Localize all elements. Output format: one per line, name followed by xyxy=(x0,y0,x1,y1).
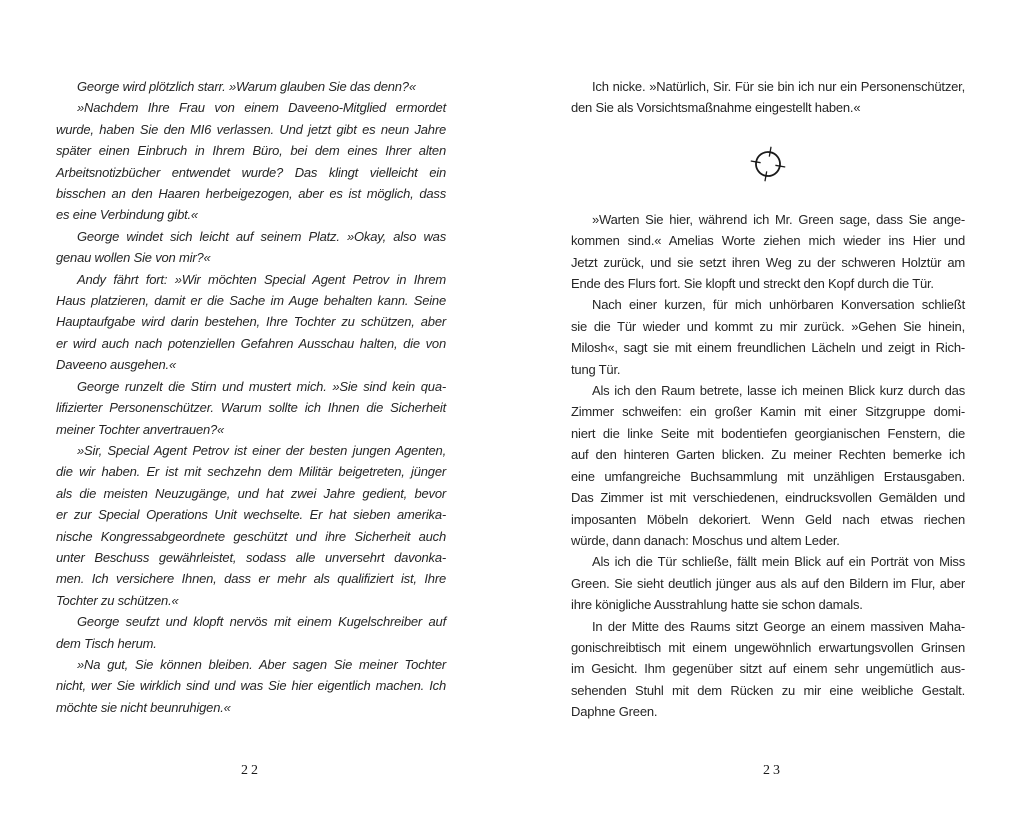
scene-break-ornament xyxy=(571,119,965,209)
text-line: Green. Sie sieht deutlich jünger aus als auf den Bildern im Flur, aber xyxy=(571,575,965,591)
text-line: niert die linke Seite mit bodentiefen georgianischen Fenstern, die xyxy=(571,425,965,441)
text-line: George seufzt und klopft nervös mit einem Kugelschreiber auf xyxy=(77,614,446,630)
paragraph xyxy=(56,440,446,611)
text-line: nicht, wer Sie wirklich sind und was Sie hier eigentlich machen. Ich xyxy=(56,678,446,694)
text-line: bisschen an den Haaren herbeigezogen, aber es ist möglich, dass xyxy=(56,186,446,202)
text-line: Nach einer kurzen, für mich unhörbaren Konversation schließt xyxy=(592,297,965,313)
text-line: George runzelt die Stirn und mustert mich. »Sie sind kein qua- xyxy=(77,378,446,394)
page-left xyxy=(56,76,446,718)
text-line: tung Tür. xyxy=(571,361,621,377)
text-line: würde, dann danach: Moschus und altem Leder. xyxy=(571,532,840,548)
text-line: Andy fährt fort: »Wir möchten Special Agent Petrov in Ihrem xyxy=(77,271,446,287)
text-line: meiner Tochter anvertrauen?« xyxy=(56,421,225,437)
text-line: Haus platzieren, damit er die Sache im Auge behalten kann. Seine xyxy=(56,293,446,309)
text-line: wurde, haben Sie den MI6 verlassen. Und jetzt gibt es neun Jahre xyxy=(56,121,446,137)
paragraph xyxy=(56,611,446,654)
text-line: er wird auch nach potenziellen Gefahren Ausschau halten, die von xyxy=(56,335,446,351)
text-line: George windet sich leicht auf seinem Platz. »Okay, also was xyxy=(77,228,446,244)
text-line: er zur Special Operations Unit wechselte. Er hat sieben amerika- xyxy=(56,507,446,523)
text-line: Tochter zu schützen.« xyxy=(56,592,179,608)
text-line: George wird plötzlich starr. »Warum glauben Sie das denn?« xyxy=(77,79,416,94)
scope-reticle-icon xyxy=(747,143,789,185)
paragraph xyxy=(56,269,446,376)
text-line: Hauptaufgabe wird darin bestehen, Ihre Tochter zu schützen, aber xyxy=(56,314,446,330)
text-line: den Sie als Vorsichtsmaßnahme eingestellt haben.« xyxy=(571,100,861,116)
paragraph xyxy=(571,616,965,723)
text-line: Daphne Green. xyxy=(571,704,658,720)
paragraph xyxy=(56,226,446,269)
text-line: sie die Tür wieder und kommt zu mir zurück. »Gehen Sie hinein, xyxy=(571,318,965,334)
text-line: im Gesicht. Ihm gegenüber sitzt auf einem sehr ungemütlich aus- xyxy=(571,661,965,677)
page-right xyxy=(571,76,965,723)
text-line: eine umfangreiche Buchsammlung mit unzähligen Erstausgaben. xyxy=(571,468,965,484)
text-line: nische Kongressabgeordnete geschützt und ihre Sicherheit auch xyxy=(56,528,446,544)
paragraph xyxy=(56,76,446,97)
text-line: unter Beschuss gewährleistet, sodass alle unversehrt davonka- xyxy=(56,549,446,565)
paragraph xyxy=(56,376,446,440)
text-line: als die meisten Neuzugänge, und hat zwei Jahre gedient, bevor xyxy=(56,485,446,501)
paragraph xyxy=(56,654,446,718)
text-line: imposanten Möbeln dekoriert. Wenn Geld nach etwas riechen xyxy=(571,511,965,527)
text-line: kommen sind.« Amelias Worte ziehen mich wieder ins Hier und xyxy=(571,233,965,249)
text-line: sehenden Stuhl mit dem Rücken zu mir eine weibliche Gestalt. xyxy=(571,682,965,698)
text-line: Ich nicke. »Natürlich, Sir. Für sie bin ich nur ein Personenschützer, xyxy=(592,79,965,94)
text-line: »Na gut, Sie können bleiben. Aber sagen Sie meiner Tochter xyxy=(77,656,446,672)
text-line: »Sir, Special Agent Petrov ist einer der besten jungen Agenten, xyxy=(77,442,446,458)
text-line: Als ich die Tür schließe, fällt mein Blick auf ein Porträt von Miss xyxy=(592,554,965,570)
text-line: In der Mitte des Raums sitzt George an einem massiven Maha- xyxy=(592,618,965,634)
text-line: Ende des Flurs fort. Sie klopft und streckt den Kopf durch die Tür. xyxy=(571,276,934,292)
page-number-left: 22 xyxy=(241,763,261,778)
text-line: dem Tisch herum. xyxy=(56,635,157,651)
paragraph xyxy=(56,97,446,225)
text-line: »Warten Sie hier, während ich Mr. Green sage, dass Sie ange- xyxy=(592,211,965,227)
page-number-right: 23 xyxy=(763,763,783,778)
text-line: Jetzt zurück, und sie setzt ihren Weg zu der schweren Holztür am xyxy=(571,254,965,270)
paragraph xyxy=(571,209,965,295)
paragraph xyxy=(571,76,965,119)
text-line: später einen Einbruch in Ihrem Büro, bei dem eines Ihrer alten xyxy=(56,143,446,159)
text-line: Arbeitsnotizbücher entwendet wurde? Das klingt vielleicht ein xyxy=(56,164,446,180)
paragraph xyxy=(571,380,965,551)
text-line: die wir haben. Er ist mit sechzehn dem Militär beigetreten, jünger xyxy=(56,464,446,480)
text-line: auf den hinteren Garten blicken. Zu meiner Rechten bemerke ich xyxy=(571,447,965,463)
text-line: »Nachdem Ihre Frau von einem Daveeno-Mitglied ermordet xyxy=(77,100,446,116)
text-line: Als ich den Raum betrete, lasse ich meinen Blick kurz durch das xyxy=(592,383,965,399)
text-line: gonischreibtisch mit einem ungewöhnlich erwartungsvollen Grinsen xyxy=(571,639,965,655)
text-line: genau wollen Sie von mir?« xyxy=(56,250,211,266)
text-line: lifizierter Personenschützer. Warum sollte ich Ihnen die Sicherheit xyxy=(56,400,446,416)
paragraph xyxy=(571,551,965,615)
text-line: Zimmer schweifen: ein großer Kamin mit einer Sitzgruppe domi- xyxy=(571,404,965,420)
text-line: Milosh«, sagt sie mit einem freundlichen Lächeln und zeigt in Rich- xyxy=(571,340,965,356)
text-line: Das Zimmer ist mit verschiedenen, eindrucksvollen Gemälden und xyxy=(571,490,965,506)
text-line: ihre königliche Ausstrahlung hatte sie schon damals. xyxy=(571,597,863,613)
text-line: möchte sie nicht beunruhigen.« xyxy=(56,699,231,715)
text-line: es eine Verbindung gibt.« xyxy=(56,207,198,223)
text-line: men. Ich versichere Ihnen, dass er mehr als qualifiziert ist, Ihre xyxy=(56,571,446,587)
text-line: Daveeno ausgehen.« xyxy=(56,357,177,373)
paragraph xyxy=(571,294,965,380)
